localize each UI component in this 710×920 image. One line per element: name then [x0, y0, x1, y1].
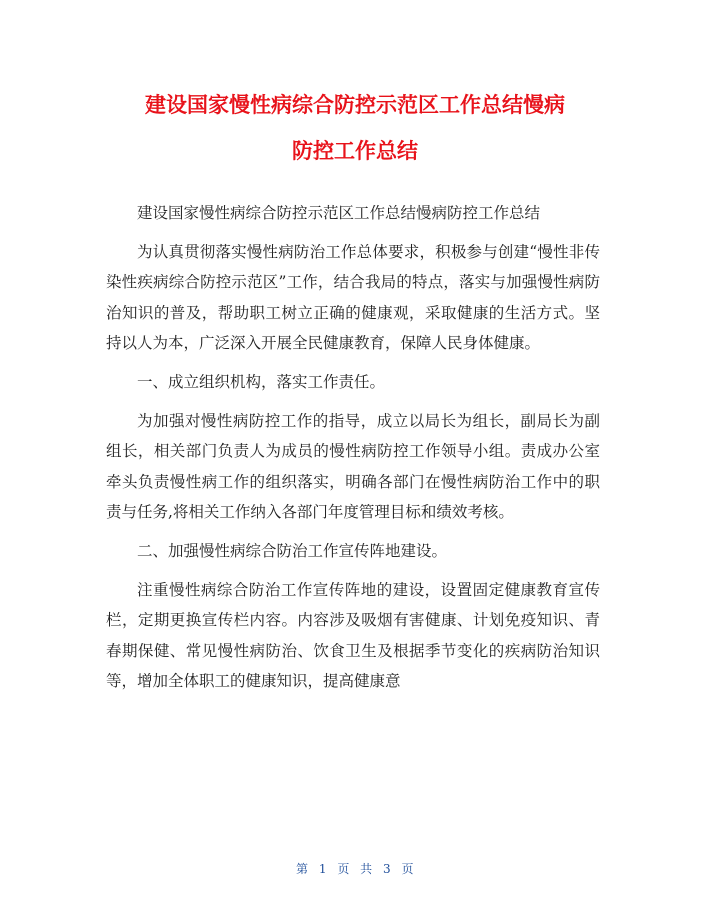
- footer-page-label: 第: [296, 862, 309, 876]
- footer-current-page: 1: [318, 862, 327, 876]
- paragraph-section-2: 注重慢性病综合防治工作宣传阵地的建设，设置固定健康教育宣传栏，定期更换宣传栏内容。内容涉及吸烟有害健康、计划免疫知识、青春期保健、常见慢性病防治、饮食卫生及根据季节变化的疾病防治知识等，增加全体职工的健康知识，提高健康意: [106, 580, 600, 691]
- section-heading-2: 二、加强慢性病综合防治工作宣传阵地建设。: [137, 541, 448, 560]
- footer-total-label: 共: [360, 862, 373, 876]
- document-title-line-2: 防控工作总结: [292, 139, 418, 163]
- document-title-line-1: 建设国家慢性病综合防控示范区工作总结慢病: [145, 93, 565, 117]
- paragraph-section-1: 为加强对慢性病防控工作的指导，成立以局长为组长，副局长为副组长，相关部门负责人为成员的慢性病防控工作领导小组。责成办公室牵头负责慢性病工作的组织落实，明确各部门在慢性病防治工作中的职责与任务,将相关工作纳入各部门年度管理目标和绩效考核。: [106, 411, 600, 522]
- document-body: [106, 198, 600, 705]
- section-heading-1: 一、成立组织机构，落实工作责任。: [137, 372, 386, 391]
- footer-total-pages: 3: [383, 862, 392, 876]
- footer-total-unit: 页: [401, 862, 414, 876]
- paragraph-subtitle: 建设国家慢性病综合防控示范区工作总结慢病防控工作总结: [137, 204, 541, 222]
- paragraph-intro: 为认真贯彻落实慢性病防治工作总体要求，积极参与创建“慢性非传染性疾病综合防控示范区”工作，结合我局的特点，落实与加强慢性病防治知识的普及，帮助职工树立正确的健康观，采取健康的生活方式。坚持以人为本，广泛深入开展全民健康教育，保障人民身体健康。: [106, 242, 600, 353]
- page-footer: [0, 860, 710, 877]
- footer-page-unit: 页: [337, 862, 350, 876]
